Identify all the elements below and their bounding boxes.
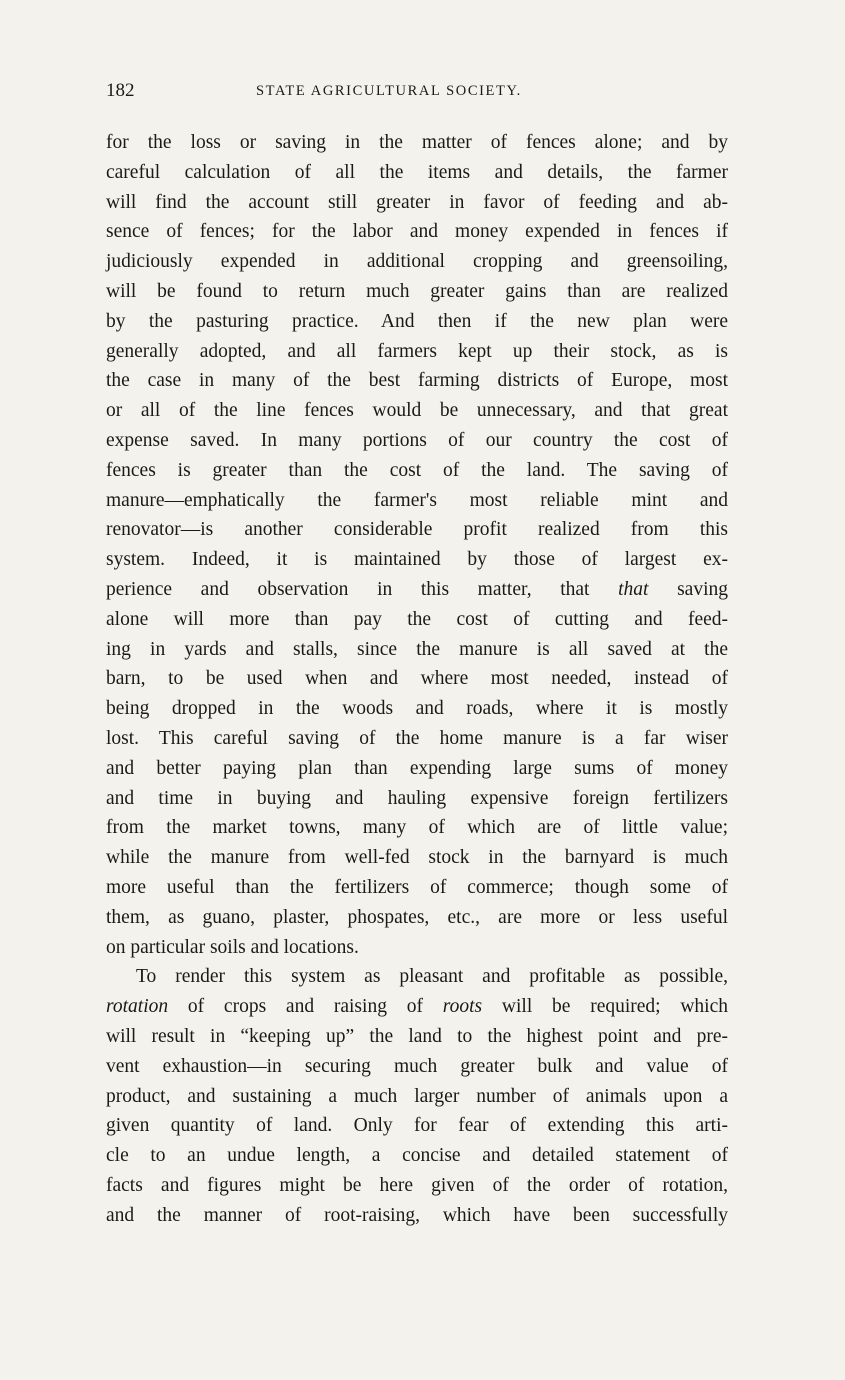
text-line: and better paying plan than expending large sums of money <box>106 757 728 779</box>
italic-word: roots <box>442 996 483 1018</box>
text-line: and the manner of root-raising, which have been successfully <box>106 1204 728 1226</box>
text-line: system. Indeed, it is maintained by those of largest ex- <box>106 549 728 571</box>
text-line-with-italic <box>106 575 728 605</box>
text-line: product, and sustaining a much larger number of animals upon a <box>106 1085 728 1107</box>
text-line: and time in buying and hauling expensive foreign fertilizers <box>106 787 728 809</box>
text-line: from the market towns, many of which are of little value; <box>106 817 728 839</box>
text-line: alone will more than pay the cost of cutting and feed- <box>106 608 728 630</box>
text-line: given quantity of land. Only for fear of extending this arti- <box>106 1115 728 1137</box>
text-line: or all of the line fences would be unnecessary, and that great <box>106 400 728 422</box>
text-line: by the pasturing practice. And then if the new plan were <box>106 310 728 332</box>
running-head <box>106 80 736 104</box>
italic-word: that <box>618 578 649 600</box>
text-line: judiciously expended in additional cropping and greensoiling, <box>106 251 728 273</box>
text-line: sence of fences; for the labor and money expended in fences if <box>106 221 728 243</box>
text-line: will be found to return much greater gains than are realized <box>106 280 728 302</box>
running-title: STATE AGRICULTURAL SOCIETY. <box>256 83 522 99</box>
text-line: cle to an undue length, a concise and detailed statement of <box>106 1145 728 1167</box>
text-line: barn, to be used when and where most needed, instead of <box>106 668 728 690</box>
text-line: them, as guano, plaster, phospates, etc., are more or less useful <box>106 906 728 928</box>
text-line: on particular soils and locations. <box>106 936 359 958</box>
text-line: fences is greater than the cost of the land. The saving of <box>106 459 728 481</box>
text-line-with-italic <box>106 992 728 1022</box>
text-segment: of crops and raising of <box>168 996 443 1018</box>
text-line: while the manure from well-fed stock in the barnyard is much <box>106 847 728 869</box>
italic-word: rotation <box>106 996 169 1018</box>
page-number: 182 <box>106 80 135 101</box>
text-line: renovator—is another considerable profit realized from this <box>106 519 728 541</box>
text-segment: perience and observation in this matter, that <box>106 578 590 600</box>
text-line: being dropped in the woods and roads, where it is mostly <box>106 698 728 720</box>
text-line: facts and figures might be here given of the order of rotation, <box>106 1174 728 1196</box>
text-segment: will be required; which <box>482 996 729 1018</box>
text-line: ing in yards and stalls, since the manure is all saved at the <box>106 638 728 660</box>
text-segment: saving <box>677 578 729 600</box>
text-line: lost. This careful saving of the home manure is a far wiser <box>106 727 728 749</box>
body-text <box>106 128 728 1230</box>
text-line: will find the account still greater in favor of feeding and ab- <box>106 191 728 213</box>
text-line: more useful than the fertilizers of commerce; though some of <box>106 876 728 898</box>
text-line: generally adopted, and all farmers kept up their stock, as is <box>106 340 728 362</box>
text-line: expense saved. In many portions of our country the cost of <box>106 429 728 451</box>
text-line: for the loss or saving in the matter of fences alone; and by <box>106 132 728 153</box>
text-line: manure—emphatically the farmer's most reliable mint and <box>106 489 728 511</box>
text-line: the case in many of the best farming districts of Europe, most <box>106 370 728 392</box>
text-line: will result in “keeping up” the land to the highest point and pre- <box>106 1025 728 1047</box>
text-line: To render this system as pleasant and profitable as possible, <box>136 966 728 988</box>
text-line: vent exhaustion—in securing much greater bulk and value of <box>106 1055 728 1077</box>
text-line: careful calculation of all the items and details, the farmer <box>106 161 728 183</box>
